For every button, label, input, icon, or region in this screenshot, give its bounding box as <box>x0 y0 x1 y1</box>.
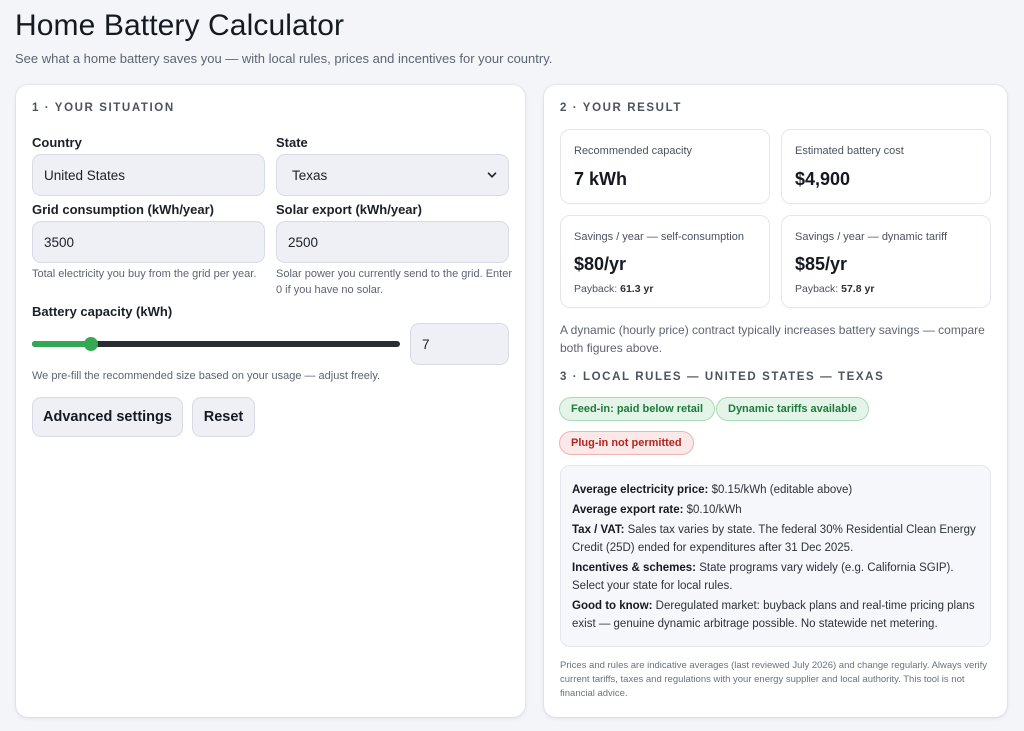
tax-row <box>572 521 979 557</box>
incentives-row <box>572 559 979 595</box>
self-consumption-savings-label: Savings / year — self-consumption <box>574 231 744 243</box>
dynamic-contract-note: A dynamic (hourly price) contract typically increases battery savings — compare both figures above. <box>560 323 985 355</box>
good-to-know-value: Deregulated market: buyback plans and real-time pricing plans exist — genuine dynamic arbitrage possible. No statewide net metering. <box>572 600 975 630</box>
self-payback-value: 61.3 yr <box>620 283 654 295</box>
disclaimer: Prices and rules are indicative averages (last reviewed July 2026) and change regularly. Always verify current tariffs, taxes and regulations with your energy supplier and local authority. This tool is not financial advice. <box>560 660 988 699</box>
country-label: Country <box>32 135 82 150</box>
grid-consumption-help: Total electricity you buy from the grid per year. <box>32 268 257 280</box>
country-input[interactable] <box>32 154 265 196</box>
dynamic-tariff-payback <box>795 283 874 295</box>
battery-capacity-input[interactable] <box>410 323 509 365</box>
plug-in-badge: Plug-in not permitted <box>559 431 694 455</box>
state-value: Texas <box>292 167 328 183</box>
recommended-capacity-box <box>560 129 770 204</box>
good-to-know-row <box>572 597 979 633</box>
grid-consumption-input[interactable] <box>32 221 265 263</box>
grid-consumption-label: Grid consumption (kWh/year) <box>32 202 215 217</box>
tax-label: Tax / VAT: <box>572 524 625 536</box>
incentives-label: Incentives & schemes: <box>572 562 697 574</box>
grid-consumption-value: 3500 <box>44 234 75 250</box>
self-consumption-savings-value: $80/yr <box>574 254 627 274</box>
export-rate-label: Average export rate: <box>572 504 684 516</box>
avg-price-value: $0.15/kWh (editable above) <box>708 484 853 496</box>
self-payback-label: Payback: <box>574 283 618 295</box>
self-consumption-savings-box <box>560 215 770 308</box>
battery-capacity-label: Battery capacity (kWh) <box>32 304 173 319</box>
battery-capacity-value: 7 <box>422 336 430 352</box>
battery-slider-thumb[interactable] <box>84 337 98 351</box>
recommended-capacity-value: 7 kWh <box>574 169 628 189</box>
dynamic-tariff-savings-value: $85/yr <box>795 254 848 274</box>
solar-export-value: 2500 <box>288 234 319 250</box>
local-rules-details <box>560 465 991 647</box>
feed-in-badge: Feed-in: paid below retail <box>559 397 715 421</box>
export-rate-row <box>572 501 979 519</box>
tax-value: Sales tax varies by state. The federal 30% Residential Clean Energy Credit (25D) ended for expenditures after 31 Dec 2025. <box>572 524 976 554</box>
dyn-payback-value: 57.8 yr <box>841 283 875 295</box>
avg-price-row <box>572 481 979 499</box>
dynamic-tariff-savings-label: Savings / year — dynamic tariff <box>795 231 948 243</box>
dynamic-tariffs-badge: Dynamic tariffs available <box>716 397 869 421</box>
avg-price-label: Average electricity price: <box>572 484 709 496</box>
battery-cost-label: Estimated battery cost <box>795 145 904 157</box>
chevron-down-icon <box>487 170 497 180</box>
export-rate-value: $0.10/kWh <box>683 504 742 516</box>
battery-slider-fill <box>32 341 91 347</box>
situation-section-title: 1 · YOUR SITUATION <box>32 102 175 114</box>
country-value: United States <box>44 167 126 183</box>
advanced-settings-button[interactable]: Advanced settings <box>32 397 183 437</box>
battery-cost-box <box>781 129 991 204</box>
reset-button[interactable]: Reset <box>192 397 255 437</box>
self-consumption-payback <box>574 283 653 295</box>
page-subtitle: See what a home battery saves you — with local rules, prices and incentives for your country. <box>15 51 553 66</box>
dynamic-tariff-savings-box <box>781 215 991 308</box>
result-section-title: 2 · YOUR RESULT <box>560 102 682 114</box>
dyn-payback-label: Payback: <box>795 283 839 295</box>
local-rules-section-title: 3 · LOCAL RULES — UNITED STATES — TEXAS <box>560 371 885 383</box>
state-label: State <box>276 135 308 150</box>
solar-export-label: Solar export (kWh/year) <box>276 202 422 217</box>
battery-capacity-help: We pre-fill the recommended size based on your usage — adjust freely. <box>32 370 381 382</box>
state-select[interactable] <box>276 154 509 196</box>
page-title: Home Battery Calculator <box>15 9 345 42</box>
incentives-value: State programs vary widely (e.g. California SGIP). Select your state for local rules. <box>572 562 954 592</box>
battery-cost-value: $4,900 <box>795 169 851 189</box>
good-to-know-label: Good to know: <box>572 600 653 612</box>
solar-export-input[interactable] <box>276 221 509 263</box>
solar-export-help: Solar power you currently send to the grid. Enter 0 if you have no solar. <box>276 268 513 296</box>
battery-capacity-slider[interactable] <box>32 341 400 347</box>
recommended-capacity-label: Recommended capacity <box>574 145 693 157</box>
